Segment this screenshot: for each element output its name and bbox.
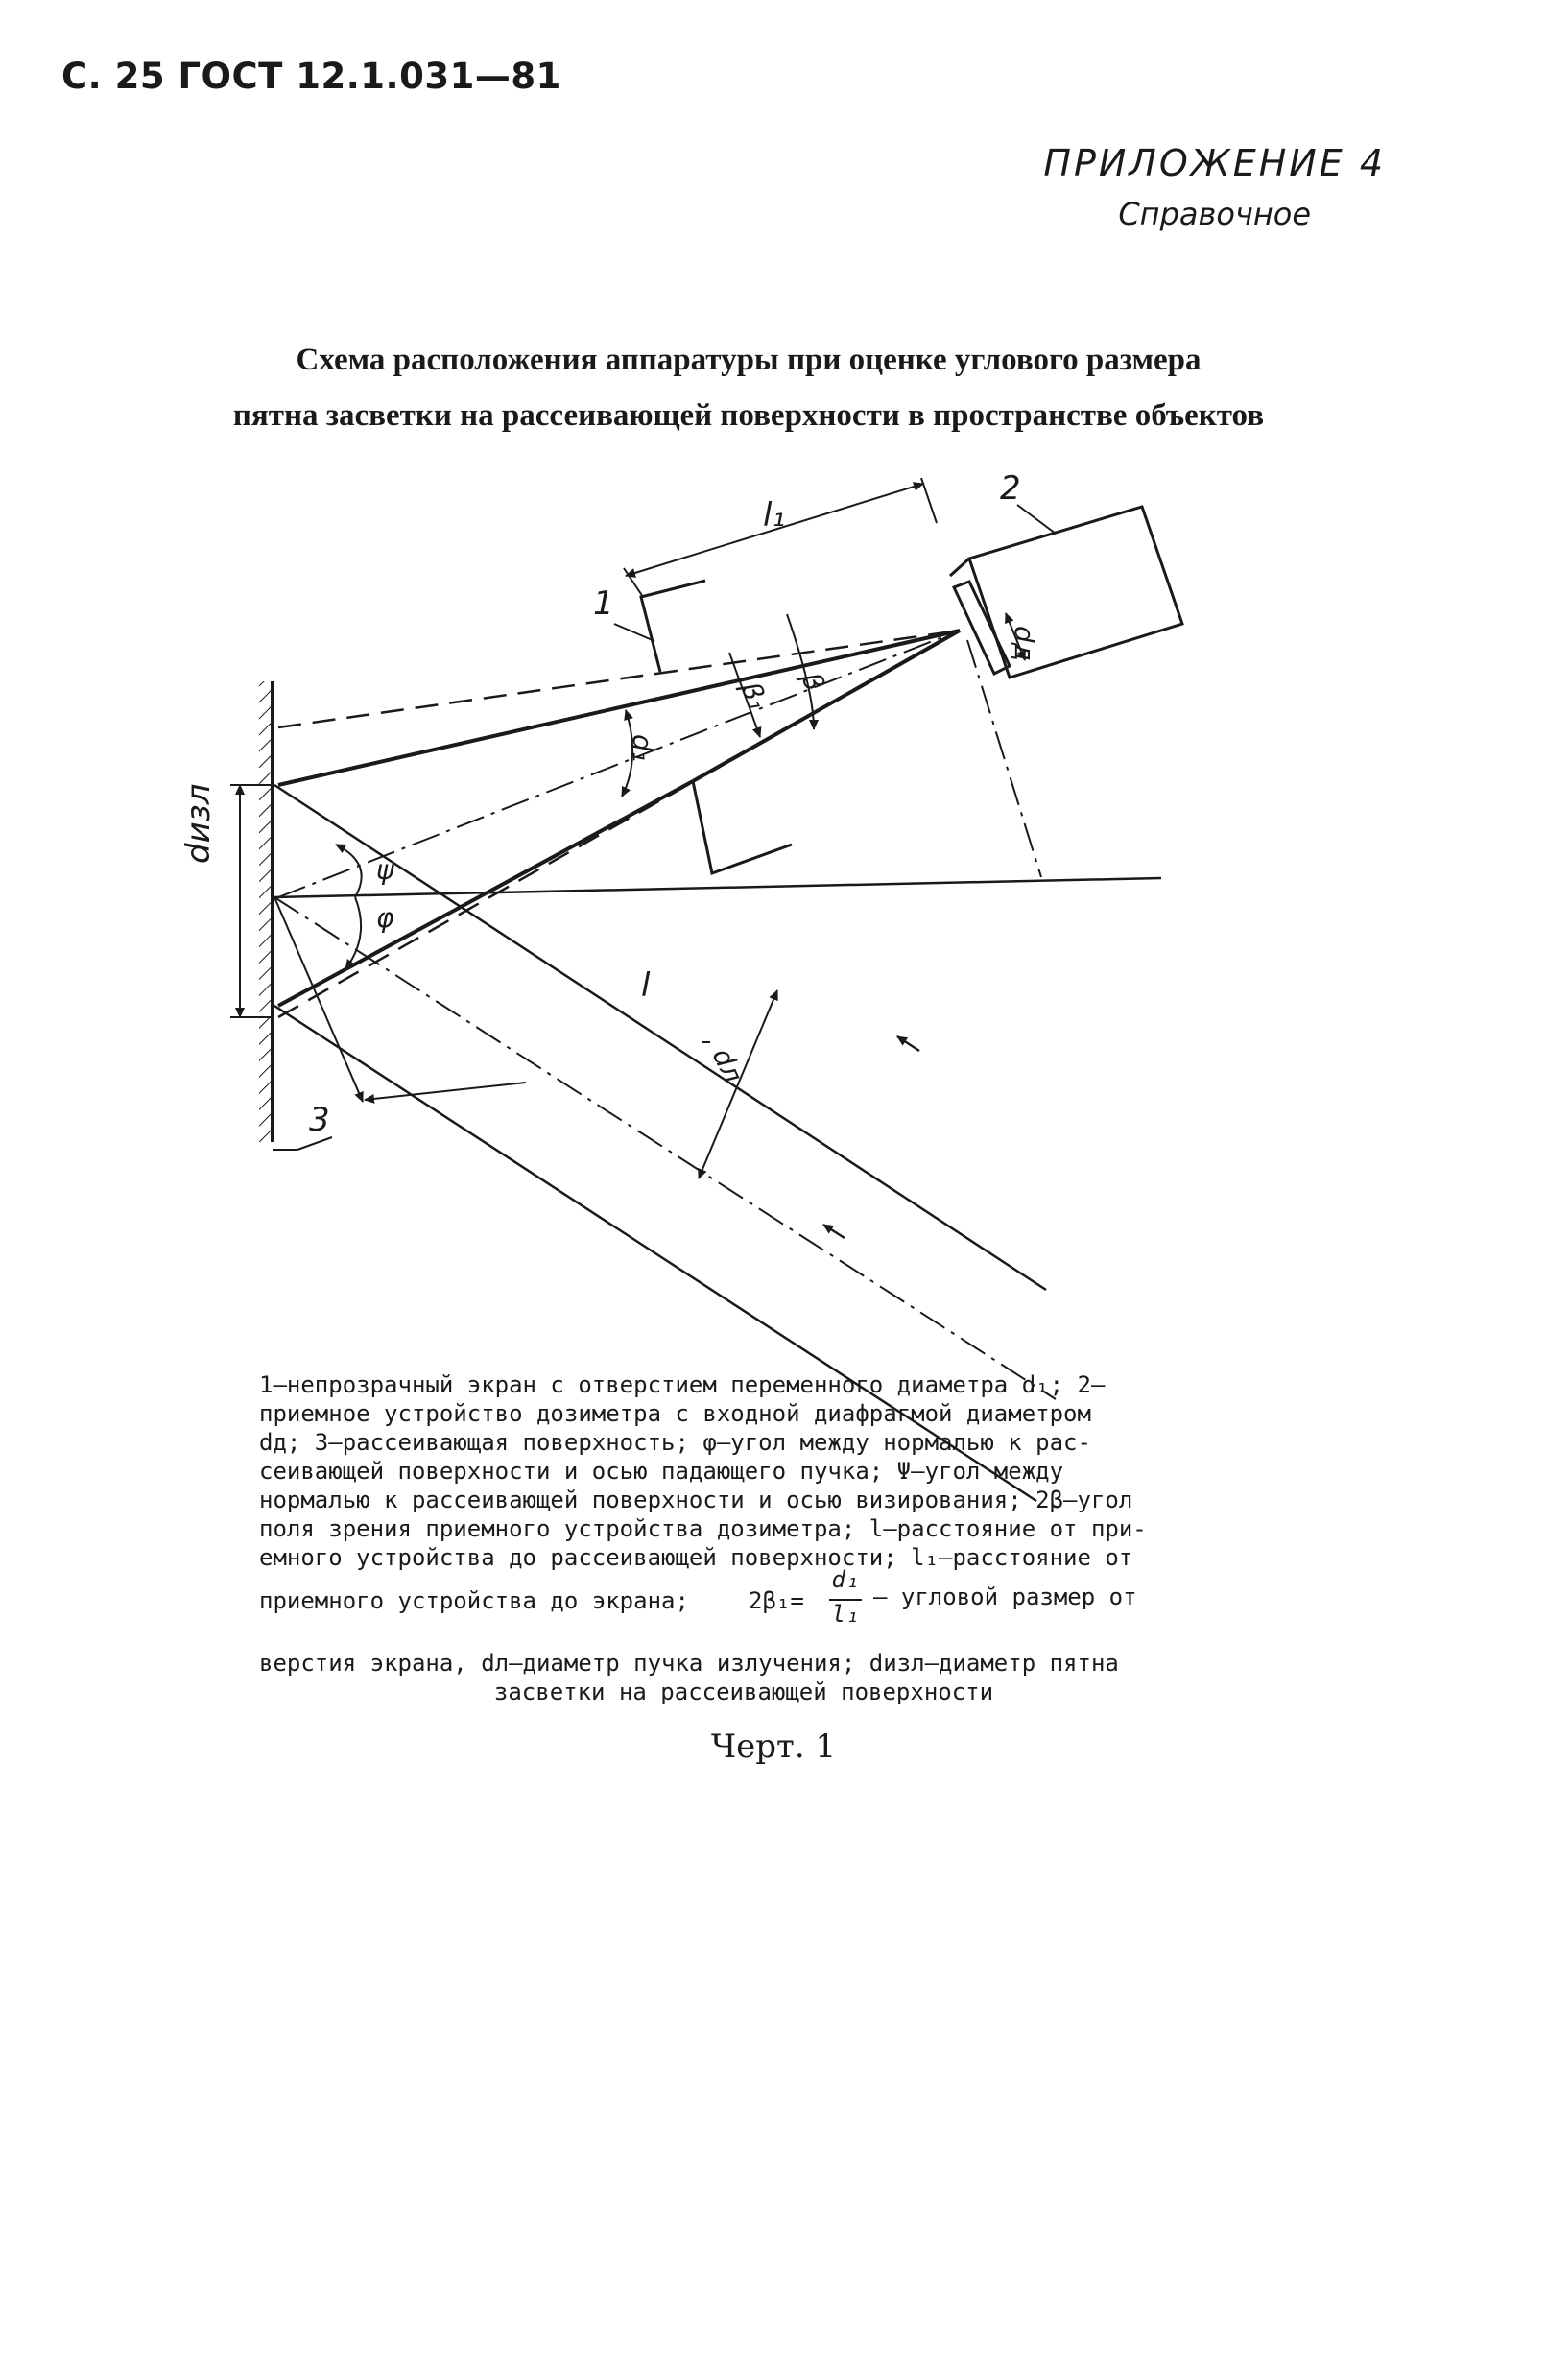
opaque-screen bbox=[641, 581, 792, 873]
caption-line: приемное устройство дозиметра с входной диафрагмой диаметром bbox=[259, 1400, 1091, 1427]
caption-line: нормалью к рассеивающей поверхности и осью визирования; 2β—угол bbox=[259, 1487, 1133, 1513]
appendix-title: ПРИЛОЖЕНИЕ 4 bbox=[1043, 142, 1386, 184]
label-dl: dл bbox=[705, 1043, 750, 1088]
caption-line: сеивающей поверхности и осью падающего пучка; Ψ—угол между bbox=[259, 1458, 1064, 1485]
label-dd: dд bbox=[1009, 626, 1040, 662]
formula-denominator: l₁ bbox=[831, 1601, 860, 1628]
label-l: l bbox=[641, 966, 651, 1005]
label-screen-number: 1 bbox=[593, 584, 614, 623]
figure-caption bbox=[259, 1370, 1228, 1572]
formula-fraction bbox=[829, 1566, 862, 1628]
document-title-line2: пятна засветки на рассеивающей поверхности в пространстве объектов bbox=[232, 398, 1265, 433]
leader-lines bbox=[273, 505, 1056, 1150]
caption-line: dд; 3—рассеивающая поверхность; φ—угол между нормалью к рас- bbox=[259, 1429, 1091, 1456]
label-beta: β bbox=[795, 668, 831, 696]
caption-line: засветки на рассеивающей поверхности bbox=[493, 1678, 994, 1705]
page-header: С. 25 ГОСТ 12.1.031—81 bbox=[61, 56, 561, 97]
label-dizl: dизл bbox=[179, 783, 218, 864]
caption-line: верстия экрана, dл—диаметр пучка излучения; dизл—диаметр пятна bbox=[259, 1650, 1119, 1677]
label-d1: d₁ bbox=[627, 734, 658, 762]
figure-caption-end bbox=[259, 1649, 1228, 1706]
formula-suffix: — угловой размер от bbox=[873, 1583, 1137, 1610]
caption-line: 1—непрозрачный экран с отверстием переменного диаметра d₁; 2— bbox=[259, 1371, 1106, 1398]
scattering-surface bbox=[259, 681, 273, 1142]
formula-line bbox=[259, 1566, 1228, 1633]
caption-line: емного устройства до рассеивающей поверхности; l₁—расстояние от bbox=[259, 1544, 1133, 1571]
label-psi: ψ bbox=[376, 854, 394, 886]
formula-lhs: 2β₁= bbox=[749, 1587, 804, 1614]
label-beta1: β₁ bbox=[734, 678, 774, 715]
document-title-line1: Схема расположения аппаратуры при оценке углового размера bbox=[296, 343, 1202, 377]
formula-prefix: приемного устройства до экрана; bbox=[259, 1587, 689, 1614]
caption-line: поля зрения приемного устройства дозиметра; l—расстояние от при- bbox=[259, 1515, 1147, 1542]
label-receiver-number: 2 bbox=[1000, 469, 1021, 508]
label-surface-number: 3 bbox=[309, 1101, 330, 1139]
label-l1: l₁ bbox=[763, 496, 786, 535]
appendix-subtitle: Справочное bbox=[1118, 196, 1312, 232]
label-phi: φ bbox=[376, 902, 394, 934]
figure-number: Черт. 1 bbox=[710, 1727, 837, 1766]
receiver-device bbox=[950, 507, 1182, 678]
formula-numerator: d₁ bbox=[831, 1566, 860, 1593]
